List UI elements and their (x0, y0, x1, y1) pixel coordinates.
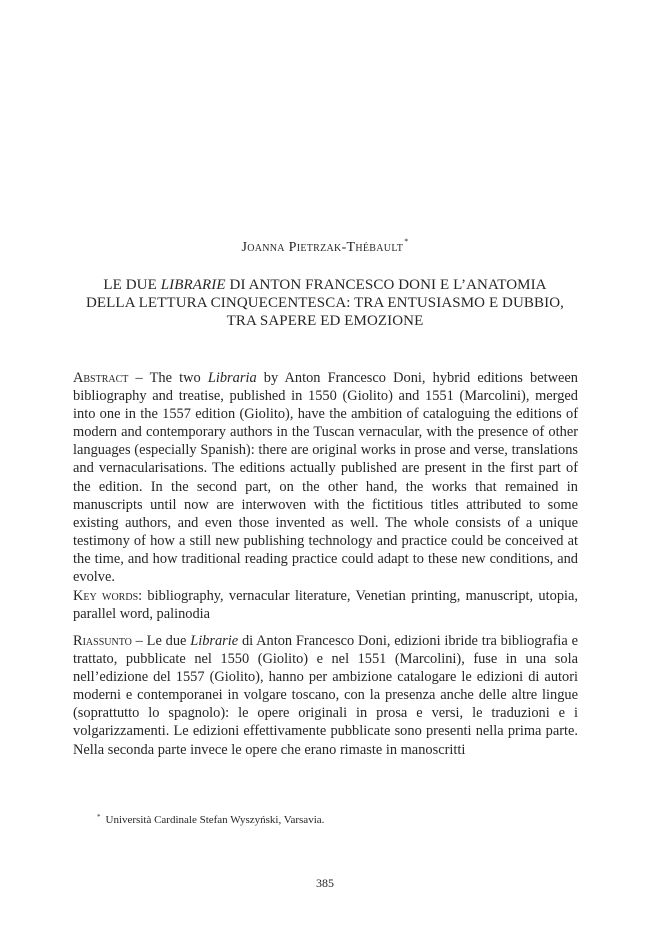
footnote-text: Università Cardinale Stefan Wyszyński, Varsavia. (105, 814, 325, 826)
abstract-label: Abstract (73, 370, 129, 386)
author-footnote-marker: * (404, 237, 409, 246)
riassunto-text: di Anton Francesco Doni, edizioni ibride tra bibliografia e trattato, pubblicate nel 1550 (Giolito) e nel 1551 (Marcolini), fuse in una sola nell’edizione del 1557 (Giolito), hanno per ambizione catalogare le edizioni di autori moderni e contemporanei in volgare toscano, con la presenza anche delle altre lingue (soprattutto lo spagnolo): le opere originali in prosa e versi, le traduzioni e i volgarizzamenti. Le edizioni effettivamente pubblicate sono presenti nella prima parte. Nella seconda parte invece le opere che erano rimaste in manoscritti (73, 633, 578, 758)
author-name (0, 237, 650, 256)
riassunto-italic-title: Librarie (190, 633, 239, 649)
riassunto-dash: – Le due (131, 633, 191, 649)
abstract-paragraph (73, 369, 578, 586)
title-line-3: TRA SAPERE ED EMOZIONE (226, 313, 424, 329)
riassunto-label: Riassunto (73, 633, 132, 649)
title-line-1-pre: LE DUE (103, 277, 161, 293)
page-number: 385 (316, 876, 334, 890)
abstract-text: by Anton Francesco Doni, hybrid editions between bibliography and treatise, published in 1550 (Giolito) and 1551 (Marcolini), merged into one in the 1557 edition (Giolito), have the ambition of cataloguing the editions of modern and contemporary authors in the Tuscan vernacular, with the presence of other languages (especially Spanish): there are original works in prose and verse, translations and vernacularisations. The editions actually published are present in the first part of the edition. In the second part, on the other hand, the works that remained in manuscripts until now are interwoven with the fictitious titles attributed to some existing authors, and even those invented as well. The whole consists of a unique testimony of how a still new publishing technology and practice could be conceived at the time, and how traditional reading practice could adapt to these new conditions, and evolve. (73, 370, 578, 586)
title-line-1 (60, 276, 590, 294)
keywords-paragraph (73, 587, 578, 623)
title-line-1-italic: LIBRARIE (160, 277, 226, 293)
title-line-2: DELLA LETTURA CINQUECENTESCA: TRA ENTUSIASMO E DUBBIO, (85, 295, 565, 311)
author-name-text: Joanna Pietrzak-Thébault (241, 240, 404, 255)
keywords-label: Key words (73, 588, 139, 604)
abstract-italic-title: Libraria (207, 370, 257, 386)
article-title (60, 276, 590, 330)
abstract-dash: – The two (128, 370, 208, 386)
footnote (97, 810, 577, 827)
footnote-marker: * (97, 813, 101, 821)
keywords-text: : bibliography, vernacular literature, Venetian printing, manuscript, utopia, parallel word, palinodia (73, 588, 579, 623)
title-line-1-post: DI ANTON FRANCESCO DONI E L’ANATOMIA (225, 277, 547, 293)
riassunto-paragraph (73, 632, 578, 759)
